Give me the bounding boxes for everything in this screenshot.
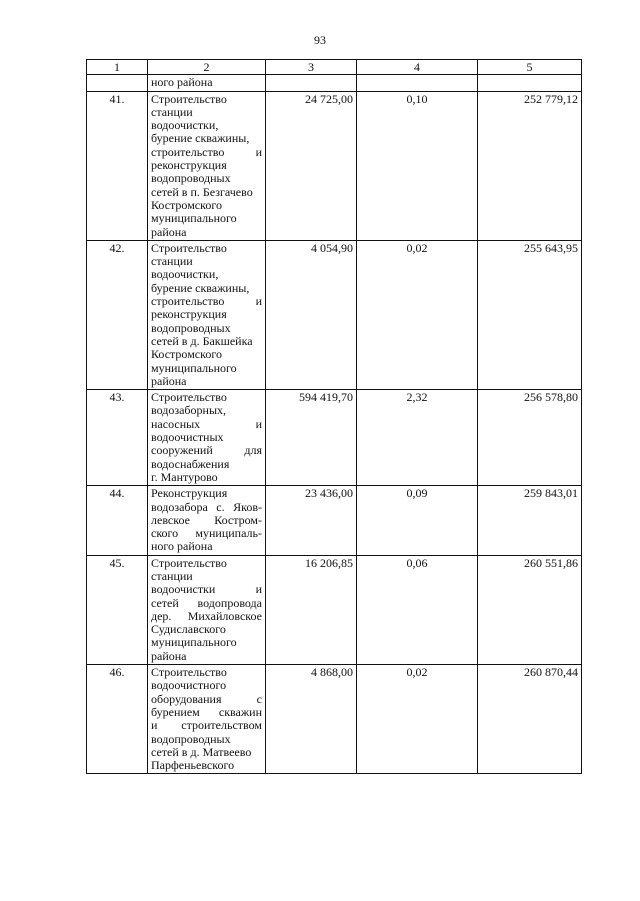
continuation-col4-cell <box>357 75 478 91</box>
table-row <box>87 91 582 240</box>
description-line: Костромского <box>151 347 222 362</box>
table-row <box>87 390 582 486</box>
description-line: станции <box>151 104 193 119</box>
description-line: ного района <box>151 539 213 554</box>
description-line: Парфеньевского <box>151 758 235 773</box>
description-line: водозаборных, <box>151 403 226 418</box>
description-line: водозабора с. Яков- <box>151 499 262 514</box>
page-number: 93 <box>314 33 326 47</box>
description-line: оборудования с <box>151 691 262 706</box>
row-description-cell <box>148 486 266 555</box>
row-col5-value: 255 643,95 <box>478 240 582 389</box>
table-row <box>87 486 582 555</box>
row-col3-value: 16 206,85 <box>266 555 357 664</box>
row-col3-value: 23 436,00 <box>266 486 357 555</box>
description-line: Строительство <box>151 555 227 570</box>
row-col4-value: 2,32 <box>357 390 478 486</box>
description-line: водоснабжения <box>151 456 230 471</box>
row-col4-value: 0,09 <box>357 486 478 555</box>
column-header-2: 2 <box>148 60 266 75</box>
row-description-cell <box>148 390 266 486</box>
row-number-cell: 41. <box>87 91 148 240</box>
row-col5-value: 260 551,86 <box>478 555 582 664</box>
description-line: сетей в п. Безгачево <box>151 184 253 199</box>
row-col5-value: 259 843,01 <box>478 486 582 555</box>
description-line: Строительство <box>151 91 227 106</box>
description-line: станции <box>151 254 193 269</box>
description-line: водоочистки и <box>151 582 262 597</box>
row-description-cell <box>148 665 266 774</box>
description-line: района <box>151 373 187 388</box>
description-line: реконструкция <box>151 158 227 173</box>
table-header-row <box>87 60 582 75</box>
description-line: водопроводных <box>151 731 231 746</box>
row-col4-value: 0,02 <box>357 240 478 389</box>
row-number-cell: 42. <box>87 240 148 389</box>
row-description-cell <box>148 91 266 240</box>
description-line: сооружений для <box>151 443 262 458</box>
row-col5-value: 256 578,80 <box>478 390 582 486</box>
description-line: района <box>151 224 187 239</box>
continuation-num-cell <box>87 75 148 91</box>
description-line: ского муниципаль- <box>151 526 262 541</box>
row-col4-value: 0,02 <box>357 665 478 774</box>
description-line: водоочистных <box>151 430 224 445</box>
description-line: реконструкция <box>151 307 227 322</box>
description-line: Строительство <box>151 390 227 405</box>
description-line: и строительством <box>151 718 262 733</box>
row-col3-value: 24 725,00 <box>266 91 357 240</box>
description-line: района <box>151 648 187 663</box>
row-description-cell <box>148 555 266 664</box>
row-col4-value: 0,06 <box>357 555 478 664</box>
description-line: Судиславского <box>151 622 226 637</box>
continuation-col5-cell <box>478 75 582 91</box>
description-line: левское Костром- <box>151 512 262 527</box>
description-line: дер. Михайловское <box>151 608 262 623</box>
description-line: муниципального <box>151 211 237 226</box>
description-line: строительство и <box>151 144 262 159</box>
description-line: Строительство <box>151 240 227 255</box>
continuation-col3-cell <box>266 75 357 91</box>
description-line: водоочистного <box>151 678 227 693</box>
row-number-cell: 44. <box>87 486 148 555</box>
description-line: сетей в д. Бакшейка <box>151 333 253 348</box>
column-header-5: 5 <box>478 60 582 75</box>
row-number-cell: 43. <box>87 390 148 486</box>
continuation-row <box>87 75 582 91</box>
description-line: станции <box>151 568 193 583</box>
description-line: Строительство <box>151 665 227 680</box>
column-header-3: 3 <box>266 60 357 75</box>
row-description-cell <box>148 240 266 389</box>
description-line: насосных и <box>151 416 262 431</box>
description-line: сетей в д. Матвеево <box>151 744 252 759</box>
description-line: водопроводных <box>151 320 231 335</box>
continuation-desc-cell <box>148 75 266 91</box>
row-col3-value: 594 419,70 <box>266 390 357 486</box>
description-line: водоочистки, <box>151 118 219 133</box>
description-line: бурение скважины, <box>151 280 250 295</box>
column-header-4: 4 <box>357 60 478 75</box>
description-line: сетей водопровода <box>151 595 262 610</box>
description-line: муниципального <box>151 635 237 650</box>
data-table <box>86 59 582 774</box>
table-row <box>87 665 582 774</box>
description-line: водоочистки, <box>151 267 219 282</box>
description-line: Костромского <box>151 197 222 212</box>
row-col5-value: 252 779,12 <box>478 91 582 240</box>
table-row <box>87 240 582 389</box>
row-col5-value: 260 870,44 <box>478 665 582 774</box>
description-line: г. Мантурово <box>151 469 218 484</box>
description-line: муниципального <box>151 360 237 375</box>
column-header-1: 1 <box>87 60 148 75</box>
row-col4-value: 0,10 <box>357 91 478 240</box>
row-col3-value: 4 868,00 <box>266 665 357 774</box>
description-line: водопроводных <box>151 171 231 186</box>
description-line: строительство и <box>151 294 262 309</box>
row-col3-value: 4 054,90 <box>266 240 357 389</box>
row-number-cell: 45. <box>87 555 148 664</box>
description-line: Реконструкция <box>151 486 228 501</box>
table-row <box>87 555 582 664</box>
description-line: бурением скважин <box>151 704 262 719</box>
row-number-cell: 46. <box>87 665 148 774</box>
description-line: бурение скважины, <box>151 131 250 146</box>
continuation-desc-line: ного района <box>151 75 213 90</box>
